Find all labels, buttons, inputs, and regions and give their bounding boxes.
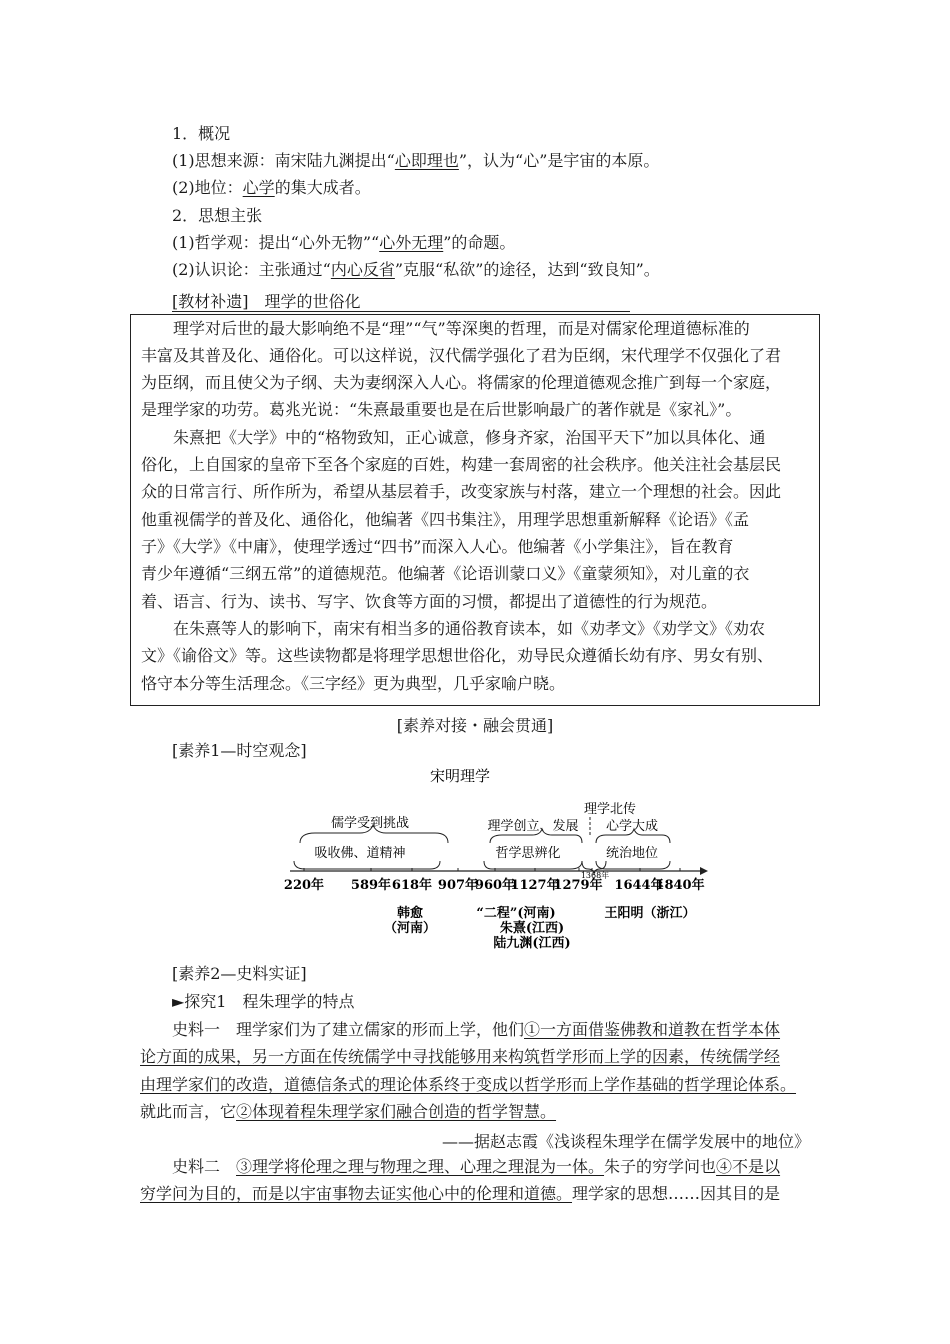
overview-status: (2)地位：心学的集大成者。: [172, 178, 371, 197]
supplement-line: 青少年遵循“三纲五常”的道德规范。他编著《论语训蒙口义》《童蒙须知》，对儿童的衣: [141, 564, 750, 583]
source1-citation: ——据赵志霞《浅谈程朱理学在儒学发展中的地位》: [441, 1132, 810, 1151]
heading-overview: 1．概况: [172, 124, 231, 143]
supplement-line: 他重视儒学的普及化、通俗化，他编著《四书集注》，用理学思想重新解释《论语》《孟: [141, 510, 750, 529]
timeline-person-hanyu: 韩愈: [396, 906, 424, 921]
timeline-year: 1127年: [510, 878, 560, 893]
source1-line2: 论方面的成果，另一方面在传统儒学中寻找能够用来构筑哲学形而上学的因素，传统儒学经: [140, 1047, 781, 1066]
source1-line4: 就此而言，它②体现着程朱理学家们融合创造的哲学智慧。: [140, 1102, 557, 1121]
supplement-line: 是理学家的功劳。葛兆光说：“朱熹最重要也是在后世影响最广的著作就是《家礼》”。: [141, 400, 742, 419]
supplement-line: 恪守本分等生活理念。《三字经》更为典型，几乎家喻户晓。: [141, 674, 566, 693]
supplement-line: 为臣纲，而且使父为子纲、夫为妻纲深入人心。将儒家的伦理道德观念推广到每一个家庭，: [141, 373, 782, 392]
overview-source: (1)思想来源：南宋陆九渊提出“心即理也”，认为“心”是宇宙的本原。: [172, 151, 660, 170]
supplement-line: 朱熹把《大学》中的“格物致知，正心诚意，修身齐家，治国平天下”加以具体化、通: [173, 428, 766, 447]
supplement-line: 众的日常言行、所作所为，希望从基层着手，改变家族与村落，建立一个理想的社会。因此: [141, 482, 782, 501]
timeline-year: 618年: [391, 878, 433, 893]
timeline-arrow: [700, 867, 708, 875]
timeline-year: 960年: [474, 878, 516, 893]
supplement-line: 俗化，上自国家的皇帝下至各个家庭的百姓，构建一套周密的社会秩序。他关注社会基层民: [141, 455, 782, 474]
inquiry-heading: ►探究1 程朱理学的特点: [172, 992, 355, 1011]
timeline-label-absorb: 吸收佛、道精神: [314, 846, 406, 861]
supplement-line: 着、语言、行为、读书、写字、饮食等方面的习惯，都提出了道德性的行为规范。: [141, 592, 718, 611]
supplement-line: 子》《大学》《中庸》，使理学透过“四书”而深入人心。他编著《小学集注》，旨在教育: [141, 537, 734, 556]
supplement-line: 文》《谕俗文》等。这些读物都是将理学思想世俗化，劝导民众遵循长幼有序、男女有别、: [141, 646, 774, 665]
timeline-person-chengs: “二程”(河南): [476, 906, 556, 921]
ideas-philosophy: (1)哲学观：提出“心外无物”“心外无理”的命题。: [172, 233, 516, 252]
heading-ideas: 2．思想主张: [172, 206, 263, 225]
supplement-line: 在朱熹等人的影响下，南宋有相当多的通俗教育读本，如《劝孝文》《劝学文》《劝农: [173, 619, 766, 638]
section-title: [素养对接・融会贯通]: [396, 716, 554, 735]
timeline-year: 220年: [283, 878, 325, 893]
timeline-diagram: [270, 765, 720, 955]
literacy-2-label: [素养2—史料实证]: [172, 964, 307, 983]
timeline-person-wangyangming: 王阳明（浙江）: [604, 906, 696, 921]
ideas-epistemology: (2)认识论：主张通过“内心反省”克服“私欲”的途径，达到“致良知”。: [172, 260, 660, 279]
supplement-heading: [教材补遗] 理学的世俗化: [172, 289, 630, 312]
timeline-year: 589年: [350, 878, 392, 893]
timeline-label-north: 理学北传: [583, 802, 637, 817]
literacy-1-label: [素养1—时空观念]: [172, 741, 307, 760]
supplement-line: 丰富及其普及化、通俗化。可以这样说，汉代儒学强化了君为臣纲，宋代理学不仅强化了君: [141, 346, 782, 365]
timeline-label-create: 理学创立、发展: [487, 819, 579, 834]
supplement-box: [130, 314, 820, 706]
supplement-line: 理学对后世的最大影响绝不是“理”“气”等深奥的哲理，而是对儒家伦理道德标准的: [173, 319, 750, 338]
timeline-label-challenge: 儒学受到挑战: [330, 816, 410, 831]
timeline-person-zhuxi: 朱熹(江西): [499, 921, 565, 936]
source1-line3: 由理学家们的改造，道德信条式的理论体系终于变成以哲学形而上学作基础的哲学理论体系。: [140, 1075, 797, 1094]
timeline-label-philo: 哲学思辨化: [495, 846, 561, 861]
source2-line1: 史料二 ③理学将伦理之理与物理之理、心理之理混为一体。朱子的穷学问也④不是以: [172, 1157, 781, 1176]
source2-line2: 穷学问为目的，而是以宇宙事物去证实他心中的伦理和道德。理学家的思想……因其目的是: [140, 1184, 781, 1203]
source1-line1: 史料一 理学家们为了建立儒家的形而上学，他们①一方面借鉴佛教和道教在哲学本体: [172, 1020, 781, 1039]
timeline-title: 宋明理学: [429, 767, 491, 785]
timeline-person-lujiuyuan: 陆九渊(江西): [493, 936, 571, 951]
timeline-year-1368: 1368年: [580, 871, 610, 880]
timeline-person-hanyu-place: （河南）: [383, 921, 437, 936]
timeline-year: 1644年: [614, 878, 664, 893]
timeline-year: 907年: [437, 878, 479, 893]
timeline-label-xinxue: 心学大成: [605, 819, 659, 834]
timeline-year: 1840年: [655, 878, 705, 893]
timeline-label-rule: 统治地位: [605, 846, 659, 861]
timeline-year: 1279年: [553, 878, 603, 893]
timeline-brace-challenge: [300, 825, 448, 843]
